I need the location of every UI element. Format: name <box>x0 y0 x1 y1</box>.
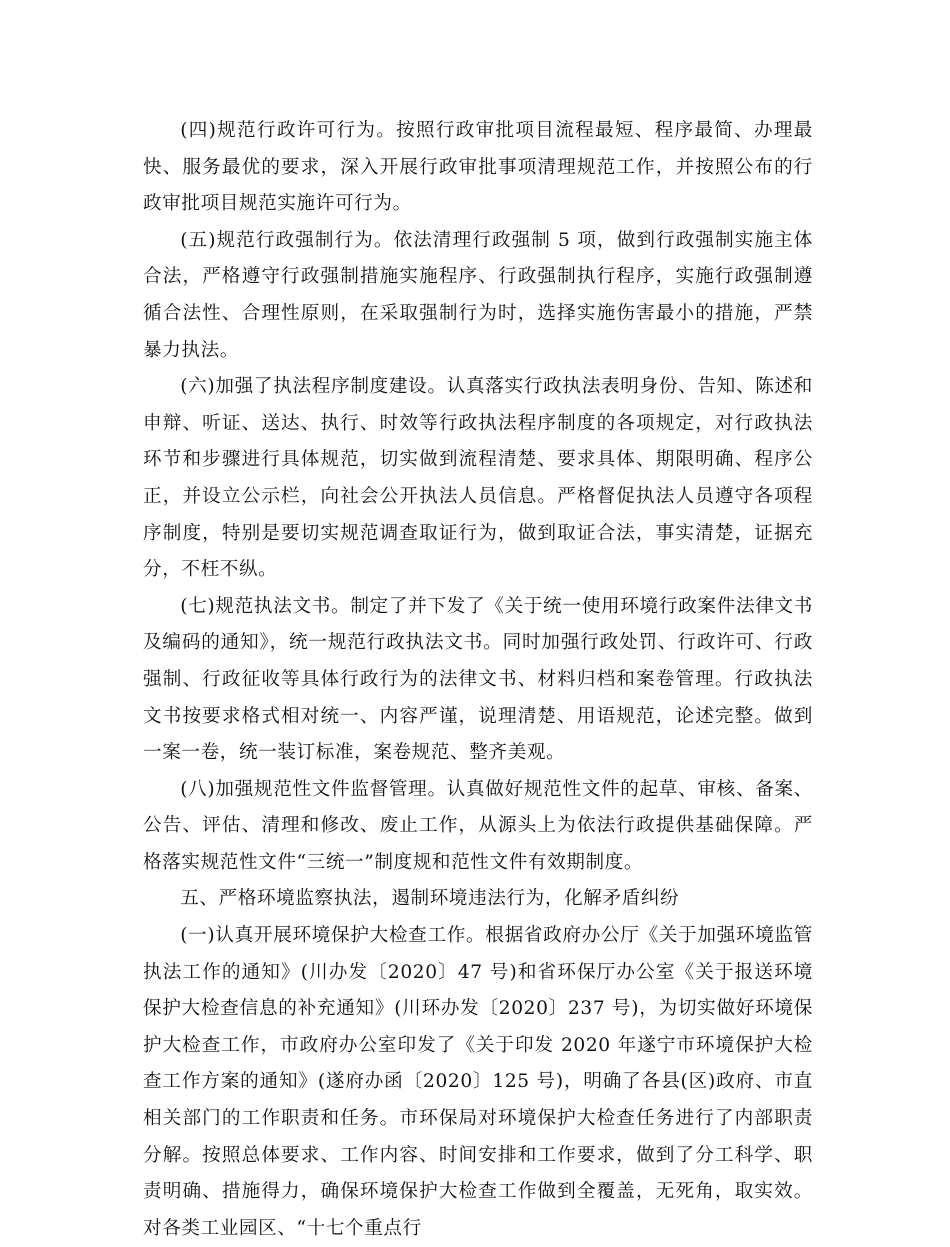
paragraph-administrative-enforcement: (五)规范行政强制行为。依法清理行政强制 5 项，做到行政强制实施主体合法，严格遵守行政强制措施实施程序、行政强制执行程序，实施行政强制遵循合法性、合理性原则，在采取强制行为时，选择实施伤害最小的措施，严禁暴力执法。 <box>143 229 813 361</box>
paragraph-administrative-licensing: (四)规范行政许可行为。按照行政审批项目流程最短、程序最简、办理最快、服务最优的要求，深入开展行政审批事项清理规范工作，并按照公布的行政审批项目规范实施许可行为。 <box>143 120 813 215</box>
paragraph-enforcement-documents: (七)规范执法文书。制定了并下发了《关于统一使用环境行政案件法律文书及编码的通知》，统一规范行政执法文书。同时加强行政处罚、行政许可、行政强制、行政征收等具体行政行为的法律文书、材料归档和案卷管理。行政执法文书按要求格式相对统一、内容严谨，说理清楚、用语规范，论述完整。做到一案一卷，统一装订标准，案卷规范、整齐美观。 <box>143 595 813 764</box>
paragraph-environmental-inspection: (一)认真开展环境保护大检查工作。根据省政府办公厅《关于加强环境监管执法工作的通知》(川办发〔2020〕47 号)和省环保厅办公室《关于报送环境保护大检查信息的补充通知》(川环办发〔2020〕237 号)，为切实做好环境保护大检查工作，市政府办公室印发了《关于印发 2020 年遂宁市环境保护大检查工作方案的通知》(遂府办函〔2020〕125 号)，明确了各县(区)政府、市直相关部门的工作职责和任务。市环保局对环境保护大检查任务进行了内部职责分解。按照总体要求、工作内容、时间安排和工作要求，做到了分工科学、职责明确、措施得力，确保环境保护大检查工作做到全覆盖，无死角，取实效。对各类工业园区、“十七个重点行 <box>143 925 813 1239</box>
document-body <box>143 113 813 1247</box>
section-heading-five: 五、严格环境监察执法，遏制环境违法行为，化解矛盾纠纷 <box>180 888 680 910</box>
paragraph-procedure-system: (六)加强了执法程序制度建设。认真落实行政执法表明身份、告知、陈述和申辩、听证、送达、执行、时效等行政执法程序制度的各项规定，对行政执法环节和步骤进行具体规范，切实做到流程清楚、要求具体、期限明确、程序公正，并设立公示栏，向社会公开执法人员信息。严格督促执法人员遵守各项程序制度，特别是要切实规范调查取证行为，做到取证合法，事实清楚，证据充分，不枉不纵。 <box>143 376 813 581</box>
paragraph-normative-documents: (八)加强规范性文件监督管理。认真做好规范性文件的起草、审核、备案、公告、评估、清理和修改、废止工作，从源头上为依法行政提供基础保障。严格落实规范性文件“三统一”制度规和范性文件有效期制度。 <box>143 778 813 873</box>
